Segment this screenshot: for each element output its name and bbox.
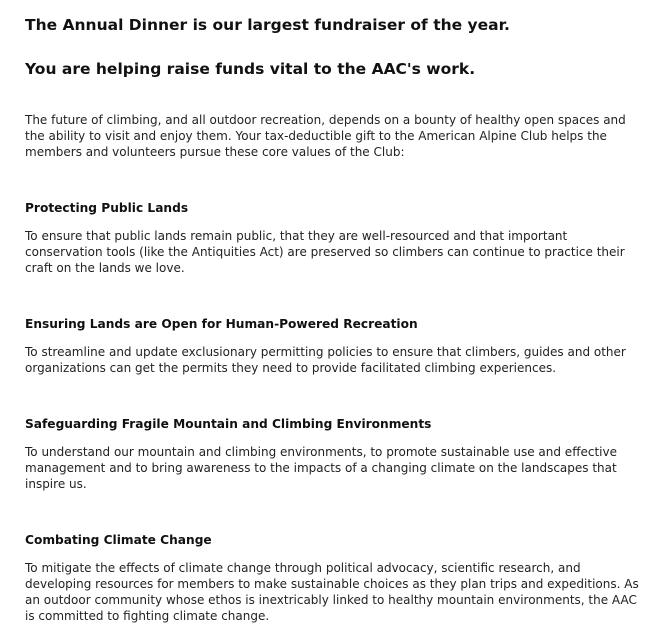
section-title: Combating Climate Change (25, 533, 212, 547)
section-human-powered-recreation (25, 316, 645, 376)
section-climate-change (25, 532, 645, 624)
section-body: To ensure that public lands remain public, that they are well-resourced and that important conservation tools (like the Antiquities Act) are preserved so climbers can continue to practice their craft on the lands we love. (25, 229, 625, 275)
section-title: Safeguarding Fragile Mountain and Climbing Environments (25, 417, 432, 431)
section-fragile-environments (25, 416, 645, 492)
section-body: To streamline and update exclusionary permitting policies to ensure that climbers, guides and other organizations can get the permits they need to provide facilitated climbing experiences. (25, 345, 626, 375)
section-body: To mitigate the effects of climate change through political advocacy, scientific research, and developing resources for members to make sustainable choices as they plan trips and expeditions. As an outdoor community whose ethos is inextricably linked to healthy mountain environments, the AAC is committed to fighting climate change. (25, 561, 639, 623)
intro-paragraph: The future of climbing, and all outdoor recreation, depends on a bounty of healthy open spaces and the ability to visit and enjoy them. Your tax-deductible gift to the American Alpine Club helps the members and volunteers pursue these core values of the Club: (25, 113, 626, 159)
section-title: Ensuring Lands are Open for Human-Powered Recreation (25, 317, 418, 331)
section-protecting-public-lands (25, 200, 645, 276)
section-title: Protecting Public Lands (25, 201, 189, 215)
section-body: To understand our mountain and climbing environments, to promote sustainable use and effective management and to bring awareness to the impacts of a changing climate on the landscapes that inspire us. (25, 445, 617, 491)
headline-secondary: You are helping raise funds vital to the AAC's work. (25, 60, 476, 78)
headline-primary: The Annual Dinner is our largest fundraiser of the year. (25, 16, 510, 34)
